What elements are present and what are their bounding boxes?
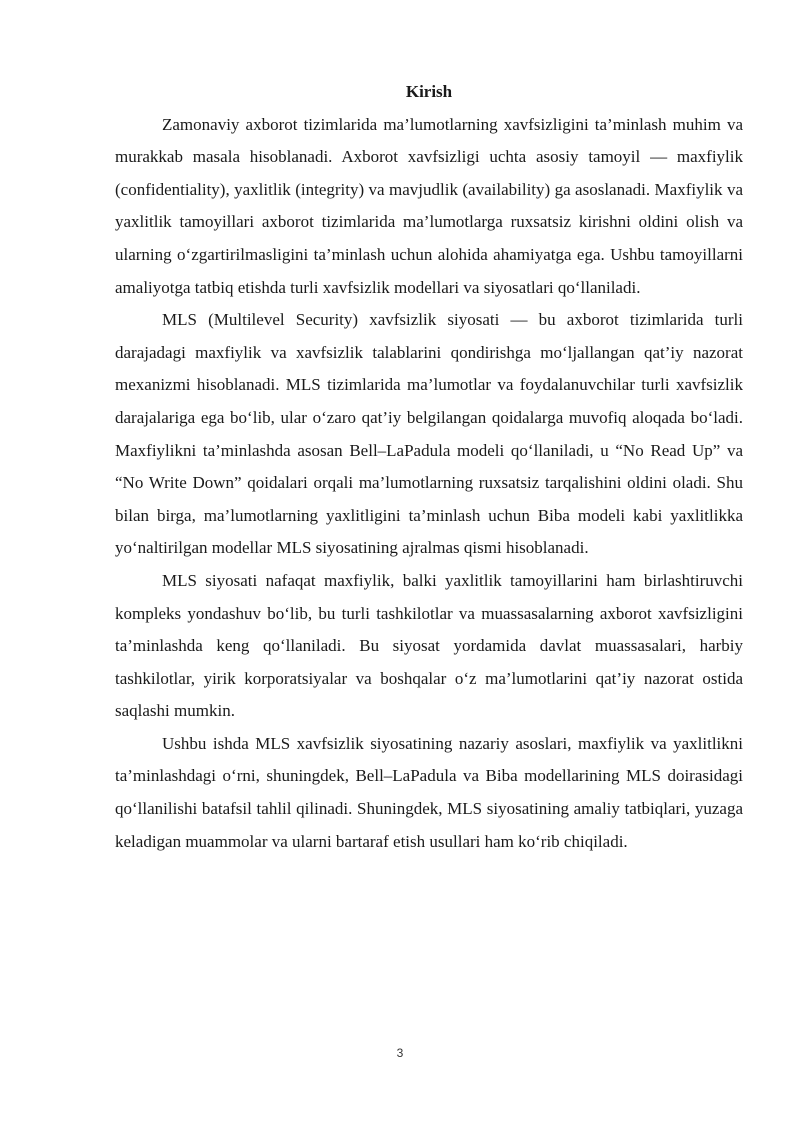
page-content	[115, 76, 743, 858]
paragraph-mls-scope: MLS siyosati nafaqat maxfiylik, balki yaxlitlik tamoyillarini ham birlashtiruvchi kompleks yondashuv bo‘lib, bu turli tashkilotlar va muassasalarning axborot xavfsizligini ta’minlashda keng qo‘llaniladi. Bu siyosat yordamida davlat muassasalari, harbiy tashkilotlar, yirik korporatsiyalar va boshqalar o‘z ma’lumotlarini qat’iy nazorat ostida saqlashi mumkin.	[115, 570, 743, 721]
paragraph-mls-definition: MLS (Multilevel Security) xavfsizlik siyosati — bu axborot tizimlarida turli darajadagi maxfiylik va xavfsizlik talablarini qondirishga mo‘ljallangan qat’iy nazorat mexanizmi hisoblanadi. MLS tizimlarida ma’lumotlar va foydalanuvchilar turli xavfsizlik darajalariga ega bo‘lib, ular o‘zaro qat’iy belgilangan qoidalarga muvofiq aloqada bo‘ladi. Maxfiylikni ta’minlashda asosan Bell–LaPadula modeli qo‘llaniladi, u “No Read Up” va “No Write Down” qoidalari orqali ma’lumotlarning ruxsatsiz tarqalishini oldini oladi. Shu bilan birga, ma’lumotlarning yaxlitligini ta’minlash uchun Biba modeli kabi yaxlitlikka yo‘naltirilgan modellar MLS siyosatining ajralmas qismi hisoblanadi.	[115, 310, 743, 558]
page-number: 3	[396, 1046, 404, 1060]
paragraph-intro: Zamonaviy axborot tizimlarida ma’lumotlarning xavfsizligini ta’minlash muhim va murakkab masala hisoblanadi. Axborot xavfsizligi uchta asosiy tamoyil — maxfiylik (confidentiality), yaxlitlik (integrity) va mavjudlik (availability) ga asoslanadi. Maxfiylik va yaxlitlik tamoyillari axborot tizimlarida ma’lumotlarga ruxsatsiz kirishni oldini olish va ularning o‘zgartirilmasligini ta’minlash uchun alohida ahamiyatga ega. Ushbu tamoyillarni amaliyotga tatbiq etishda turli xavfsizlik modellari va siyosatlari qo‘llaniladi.	[115, 114, 743, 297]
section-title: Kirish	[405, 82, 453, 101]
paragraph-work-overview: Ushbu ishda MLS xavfsizlik siyosatining nazariy asoslari, maxfiylik va yaxlitlikni ta’minlashdagi o‘rni, shuningdek, Bell–LaPadula va Biba modellarining MLS doirasidagi qo‘llanilishi batafsil tahlil qilinadi. Shuningdek, MLS siyosatining amaliy tatbiqlari, yuzaga keladigan muammolar va ularni bartaraf etish usullari ham ko‘rib chiqiladi.	[115, 733, 743, 851]
